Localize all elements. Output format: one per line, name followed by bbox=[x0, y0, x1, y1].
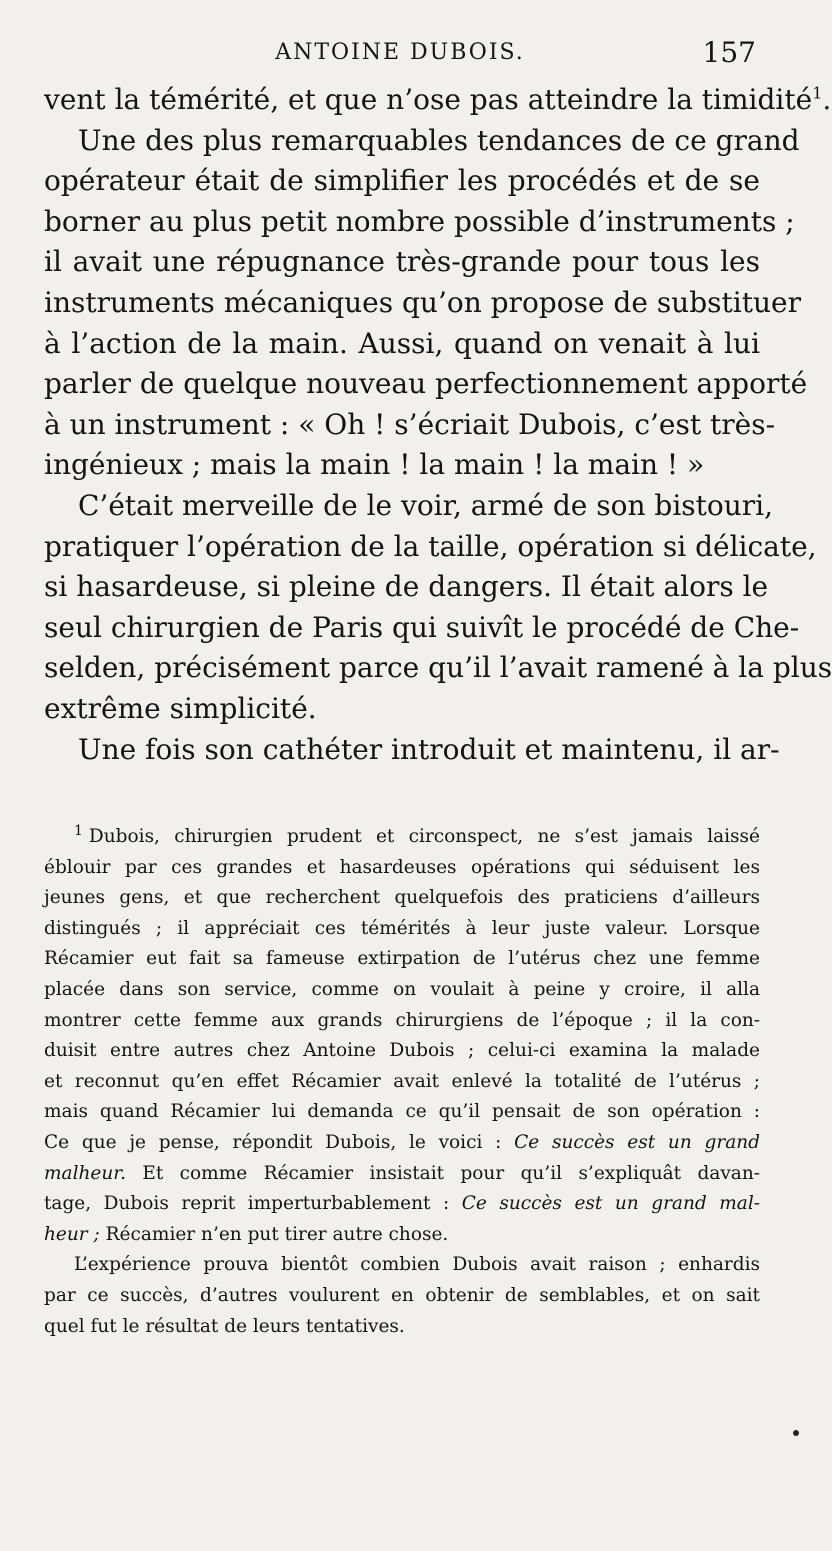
footnote-text: Ce que je pense, répondit Dubois, le voici : bbox=[44, 1131, 515, 1153]
body-line: pratiquer l’opération de la taille, opération si délicate, bbox=[44, 529, 817, 563]
footnote-line: distingués ; il appréciait ces témérités à leur juste valeur. Lorsque bbox=[44, 917, 760, 939]
footnote-line bbox=[44, 1159, 760, 1190]
footnote-italic: Ce succès est un grand bbox=[514, 1131, 760, 1153]
footnote-line: montrer cette femme aux grands chirurgiens de l’époque ; il la con- bbox=[44, 1009, 760, 1031]
page-number: 157 bbox=[702, 36, 756, 69]
footnote-line: par ce succès, d’autres voulurent en obtenir de semblables, et on sait bbox=[44, 1284, 760, 1306]
footnote-reference: 1 bbox=[812, 83, 823, 103]
body-line: si hasardeuse, si pleine de dangers. Il était alors le bbox=[44, 570, 769, 604]
body-line: instruments mécaniques qu’on propose de substituer bbox=[44, 285, 801, 319]
footnote-text: tage, Dubois reprit imperturbablement : bbox=[44, 1193, 462, 1215]
body-line: seul chirurgien de Paris qui suivît le procédé de Che- bbox=[44, 610, 800, 644]
running-head bbox=[44, 36, 756, 72]
footnote-line: L’expérience prouva bientôt combien Dubois avait raison ; enhardis bbox=[74, 1254, 760, 1276]
body-line: vent la témérité, et que n’ose pas atteindre la timidité$^1$. bbox=[44, 83, 832, 116]
footnote-line: placée dans son service, comme on voulait à peine y croire, il alla bbox=[44, 978, 760, 1000]
ink-speck bbox=[793, 1430, 799, 1436]
footnote-line: duisit entre autres chez Antoine Dubois ; celui-ci examina la malade bbox=[44, 1040, 760, 1062]
footnote-line: jeunes gens, et que recherchent quelquefois des praticiens d’ailleurs bbox=[44, 887, 760, 909]
footnote-line: et reconnut qu’en effet Récamier avait enlevé la totalité de l’utérus ; bbox=[44, 1070, 760, 1092]
body-line: extrême simplicité. bbox=[44, 691, 317, 725]
footnote-line bbox=[44, 1220, 760, 1251]
body-line: C’était merveille de le voir, armé de son bistouri, bbox=[78, 488, 774, 522]
body-text bbox=[44, 80, 832, 770]
body-line: Une des plus remarquables tendances de ce grand bbox=[78, 123, 800, 157]
body-line-text: vent la témérité, et que n’ose pas atteindre la timidité bbox=[44, 83, 813, 116]
footnote-line: mais quand Récamier lui demanda ce qu’il pensait de son opération : bbox=[44, 1101, 760, 1123]
footnote-line: Récamier eut fait sa fameuse extirpation de l’utérus chez une femme bbox=[44, 948, 760, 970]
footnote-italic: heur ; bbox=[44, 1223, 100, 1245]
running-title: ANTOINE DUBOIS. bbox=[275, 40, 525, 65]
footnote-line-text: Dubois, chirurgien prudent et circonspect, ne s’est jamais laissé bbox=[88, 826, 760, 847]
footnote-text: Et comme Récamier insistait pour qu’il s’expliquât davan- bbox=[125, 1162, 760, 1184]
footnote-text: Récamier n’en put tirer autre chose. bbox=[99, 1223, 449, 1245]
footnote bbox=[44, 822, 760, 1342]
body-line: à l’action de la main. Aussi, quand on venait à lui bbox=[44, 326, 760, 360]
body-line: opérateur était de simplifier les procédés et de se bbox=[44, 164, 760, 198]
body-line: à un instrument : « Oh ! s’écriait Dubois, c’est très- bbox=[44, 407, 776, 441]
footnote-line: éblouir par ces grandes et hasardeuses opérations qui séduisent les bbox=[44, 856, 760, 878]
body-line: parler de quelque nouveau perfectionnement apporté bbox=[44, 367, 808, 401]
footnote-line bbox=[44, 1189, 760, 1220]
body-line: Une fois son cathéter introduit et maintenu, il ar- bbox=[78, 732, 780, 766]
footnote-line bbox=[44, 1128, 760, 1159]
body-line: il avait une répugnance très-grande pour tous les bbox=[44, 245, 760, 279]
footnote-mark: 1 bbox=[74, 822, 83, 839]
footnote-italic: malheur. bbox=[44, 1162, 126, 1184]
body-line: ingénieux ; mais la main ! la main ! la main ! » bbox=[44, 448, 705, 482]
footnote-line: quel fut le résultat de leurs tentatives. bbox=[44, 1315, 405, 1337]
body-line: borner au plus petit nombre possible d’instruments ; bbox=[44, 204, 795, 238]
footnote-line bbox=[44, 822, 760, 853]
footnote-italic: Ce succès est un grand mal- bbox=[461, 1193, 760, 1215]
body-line: selden, précisément parce qu’il l’avait ramené à la plus bbox=[44, 651, 832, 685]
